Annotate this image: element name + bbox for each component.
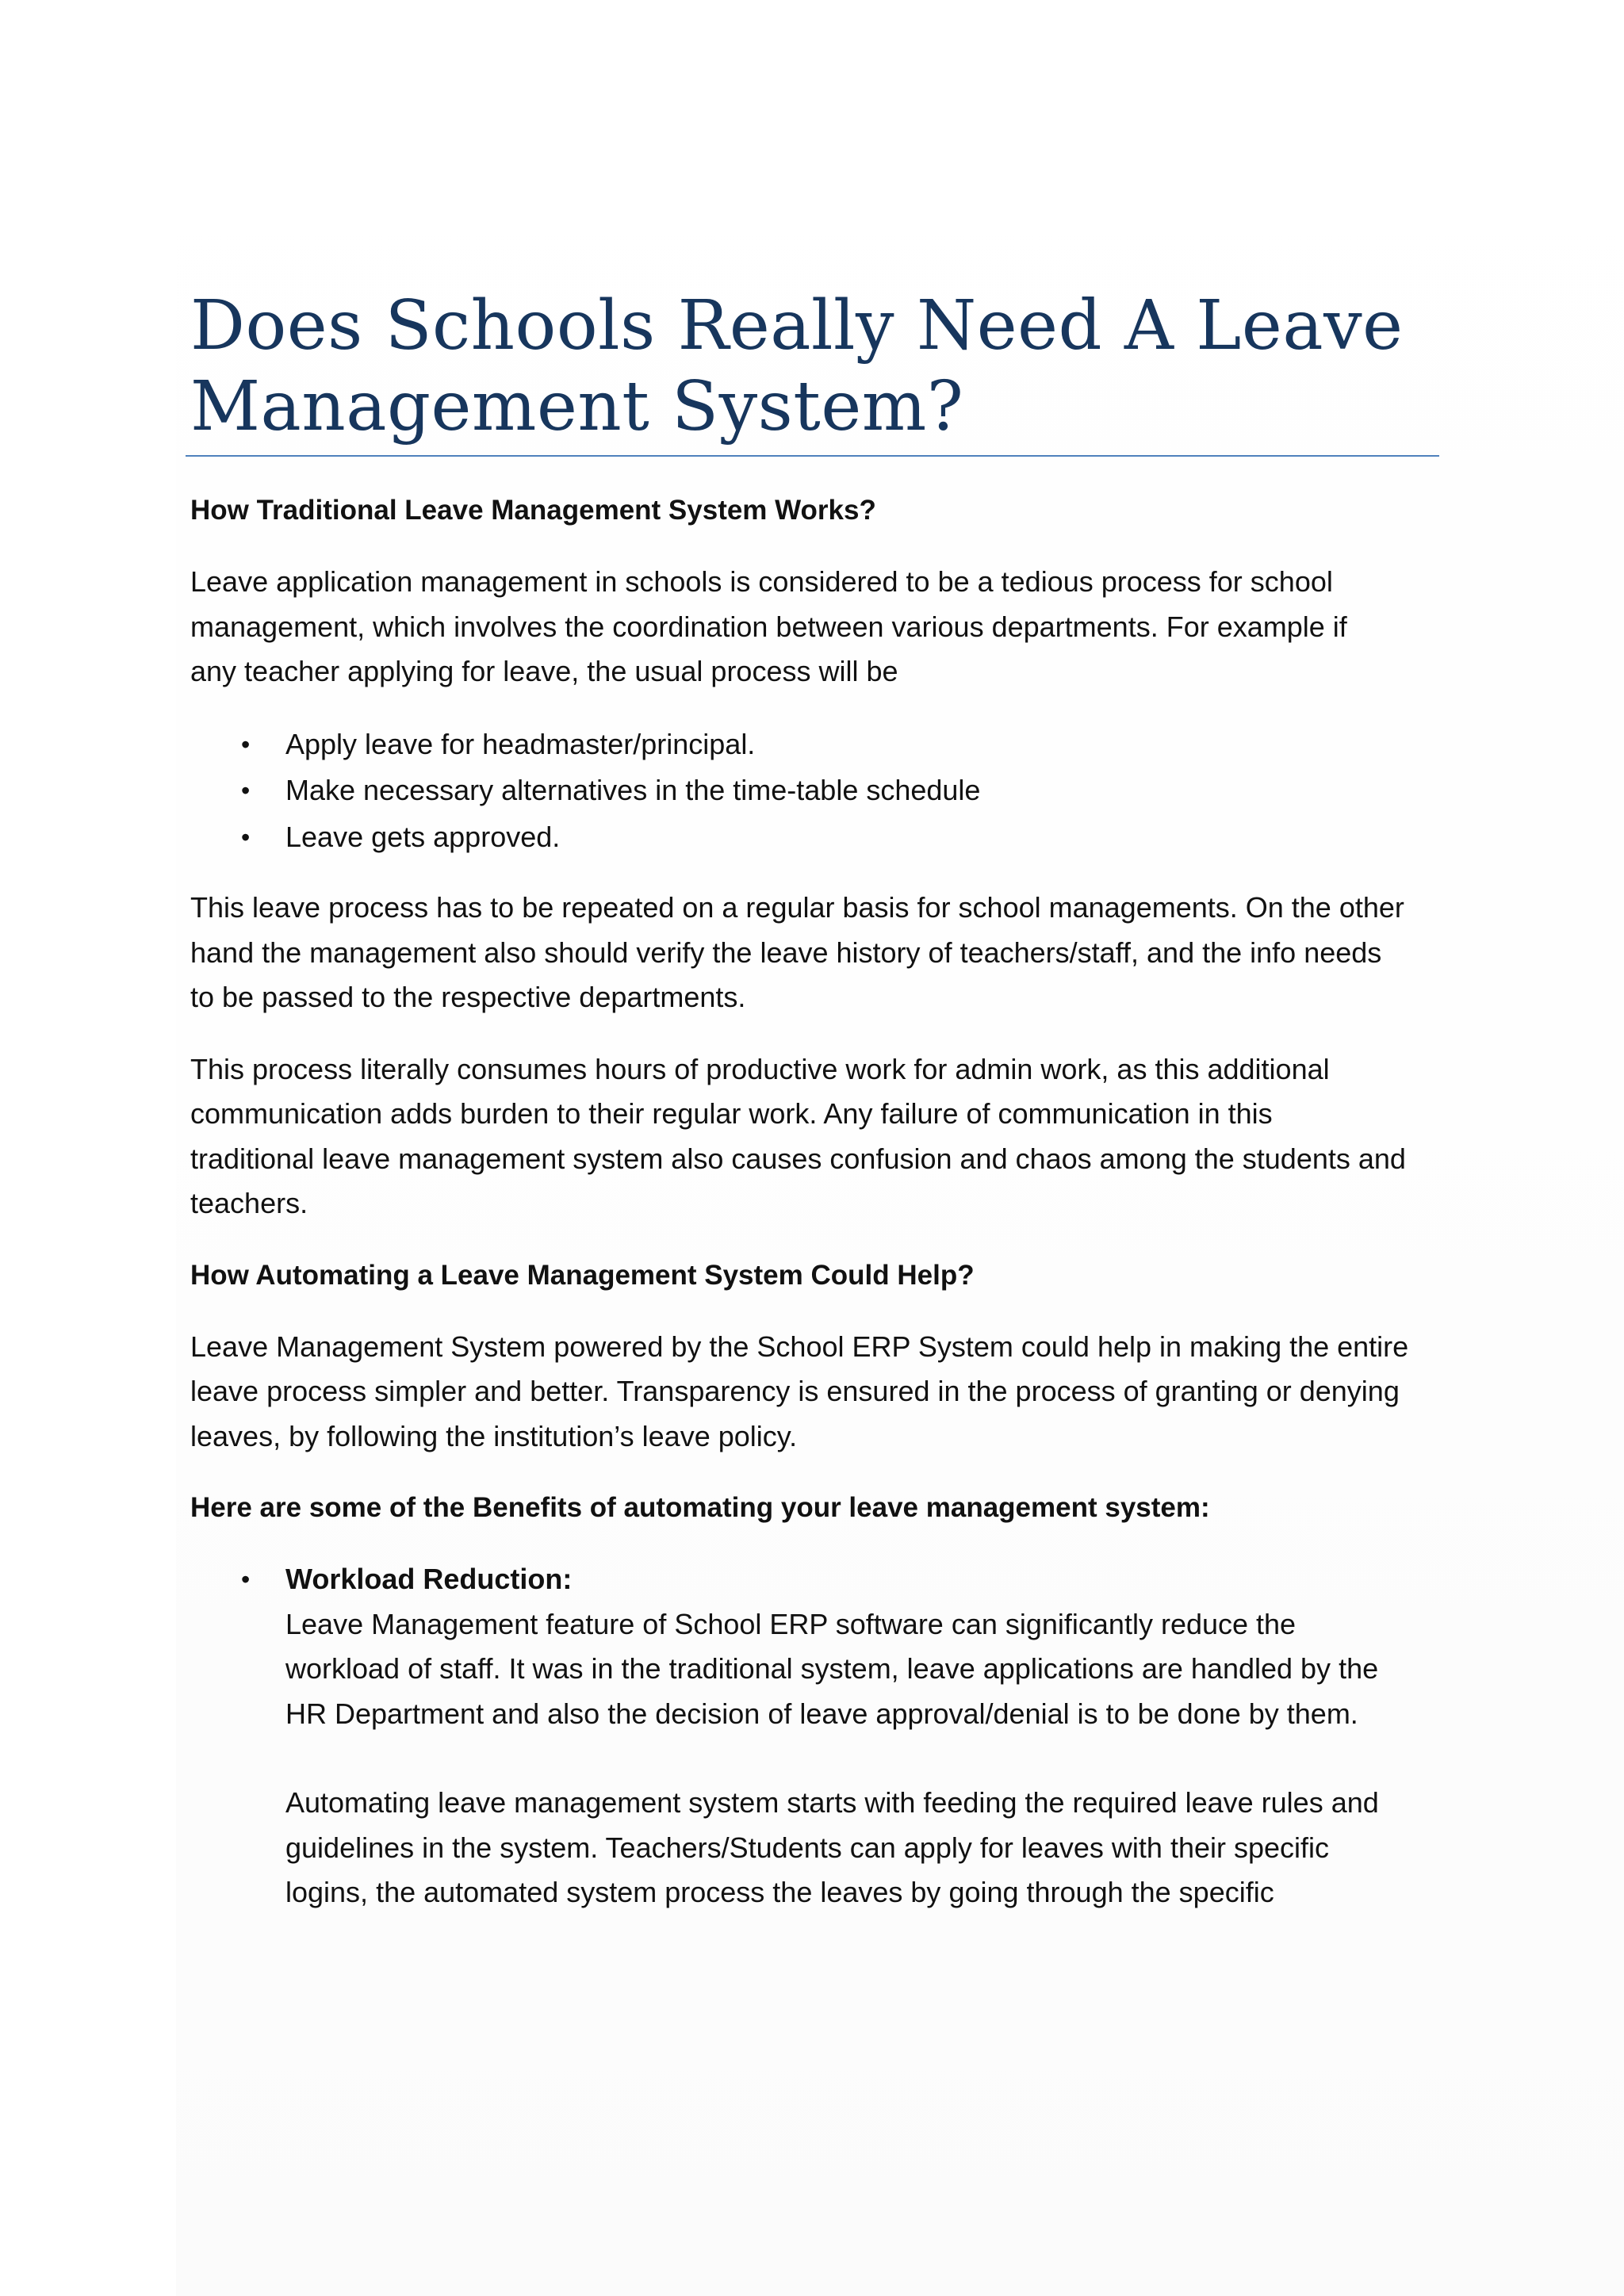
text-line: traditional leave management system also causes confusion and chaos among the students and [190, 1142, 1406, 1175]
paragraph-intro [190, 560, 1439, 695]
text-line: to be passed to the respective departments. [190, 981, 746, 1013]
process-steps-list [190, 721, 1439, 861]
text-line: teachers. [190, 1187, 308, 1219]
paragraph-repeat-process [190, 886, 1439, 1020]
text-line: any teacher applying for leave, the usual process will be [190, 655, 898, 687]
text-line: communication adds burden to their regular work. Any failure of communication in this [190, 1097, 1273, 1130]
benefit-title: Workload Reduction: [285, 1563, 573, 1595]
list-item: • Leave gets approved. [190, 814, 1439, 861]
document-body [190, 285, 1439, 1915]
text-line: Automating leave management system starts with feeding the required leave rules and [285, 1786, 1379, 1819]
title-block [186, 285, 1439, 457]
text-line: This leave process has to be repeated on a regular basis for school managements. On the other [190, 891, 1404, 924]
title-line: Management System? [190, 367, 964, 446]
bullet-icon: • [241, 1565, 251, 1594]
benefit-paragraph [285, 1602, 1439, 1737]
text-line: Leave Management feature of School ERP software can significantly reduce the [285, 1607, 1297, 1640]
text-line: hand the management also should verify the leave history of teachers/staff, and the info needs [190, 936, 1382, 969]
paragraph-erp-system [190, 1325, 1439, 1460]
benefit-item-workload [190, 1557, 1439, 1915]
text-line: workload of staff. It was in the traditional system, leave applications are handled by the [285, 1652, 1379, 1685]
text-line: Leave application management in schools is considered to be a tedious process for school [190, 565, 1333, 598]
paragraph-consumes-hours [190, 1047, 1439, 1226]
bullet-icon: • [241, 776, 251, 805]
section-heading-benefits: Here are some of the Benefits of automating your leave management system: [190, 1492, 1210, 1523]
text-line: Leave Management System powered by the School ERP System could help in making the entire [190, 1330, 1409, 1363]
bullet-icon: • [241, 729, 251, 759]
section-heading-automating: How Automating a Leave Management System Could Help? [190, 1259, 975, 1291]
page-title [190, 285, 1439, 447]
benefit-paragraph [285, 1781, 1439, 1915]
section-heading-traditional: How Traditional Leave Management System Works? [190, 495, 876, 526]
list-item: • Apply leave for headmaster/principal. [190, 721, 1439, 768]
text-line: leave process simpler and better. Transparency is ensured in the process of granting or denying [190, 1375, 1400, 1407]
list-item: • Make necessary alternatives in the time-table schedule [190, 767, 1439, 814]
text-line: logins, the automated system process the leaves by going through the specific [285, 1876, 1274, 1908]
text-line: leaves, by following the institution’s leave policy. [190, 1419, 798, 1452]
title-line: Does Schools Really Need A Leave [190, 286, 1404, 365]
text-line: guidelines in the system. Teachers/Students can apply for leaves with their specific [285, 1831, 1330, 1864]
text-line: management, which involves the coordination between various departments. For example if [190, 610, 1347, 643]
text-line: HR Department and also the decision of leave approval/denial is to be done by them. [285, 1697, 1358, 1730]
text-line: This process literally consumes hours of productive work for admin work, as this additional [190, 1052, 1330, 1085]
bullet-icon: • [241, 822, 251, 851]
